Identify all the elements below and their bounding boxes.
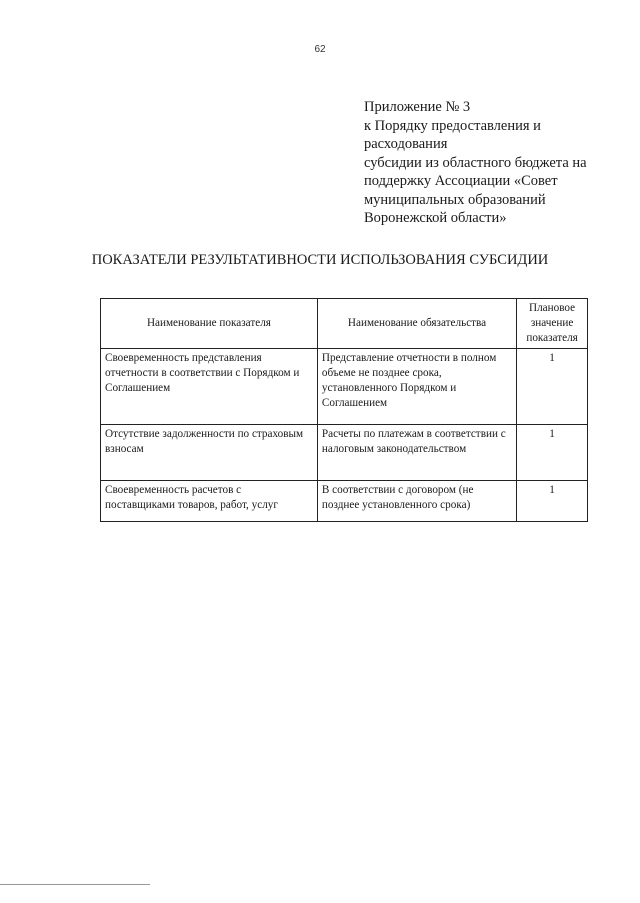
cell-value: 1 — [517, 349, 588, 425]
table-row — [101, 481, 588, 522]
table-row — [101, 425, 588, 481]
cell-indicator: Своевременность расчетов с поставщиками товаров, работ, услуг — [101, 481, 318, 522]
cell-indicator: Своевременность представления отчетности в соответствии с Порядком и Соглашением — [101, 349, 318, 425]
indicators-table — [100, 298, 588, 522]
table-row — [101, 349, 588, 425]
appendix-line: Приложение № 3 — [364, 99, 471, 115]
header-obligation-name: Наименование обязательства — [317, 299, 516, 349]
appendix-line: субсидии из областного бюджета на — [364, 154, 587, 171]
page-number: 62 — [314, 44, 326, 55]
appendix-line: расходования — [364, 136, 448, 152]
header-planned-value: Плановое значение показателя — [517, 299, 588, 349]
cell-obligation: В соответствии с договором (не позднее установленного срока) — [317, 481, 516, 522]
cell-value: 1 — [517, 425, 588, 481]
cell-value: 1 — [517, 481, 588, 522]
appendix-line: Воронежской области» — [364, 210, 507, 226]
cell-obligation: Представление отчетности в полном объеме не позднее срока, установленного Порядком и Соглашением — [317, 349, 516, 425]
appendix-note — [364, 98, 626, 228]
table-header-row — [101, 299, 588, 349]
appendix-line: муниципальных образований — [364, 191, 546, 208]
bottom-rule — [0, 884, 150, 885]
header-indicator-name: Наименование показателя — [101, 299, 318, 349]
cell-obligation: Расчеты по платежам в соответствии с налоговым законодательством — [317, 425, 516, 481]
appendix-line: поддержку Ассоциации «Совет — [364, 173, 558, 189]
cell-indicator: Отсутствие задолженности по страховым взносам — [101, 425, 318, 481]
appendix-line: к Порядку предоставления и — [364, 117, 541, 134]
document-title: ПОКАЗАТЕЛИ РЕЗУЛЬТАТИВНОСТИ ИСПОЛЬЗОВАНИЯ СУБСИДИИ — [91, 252, 549, 268]
